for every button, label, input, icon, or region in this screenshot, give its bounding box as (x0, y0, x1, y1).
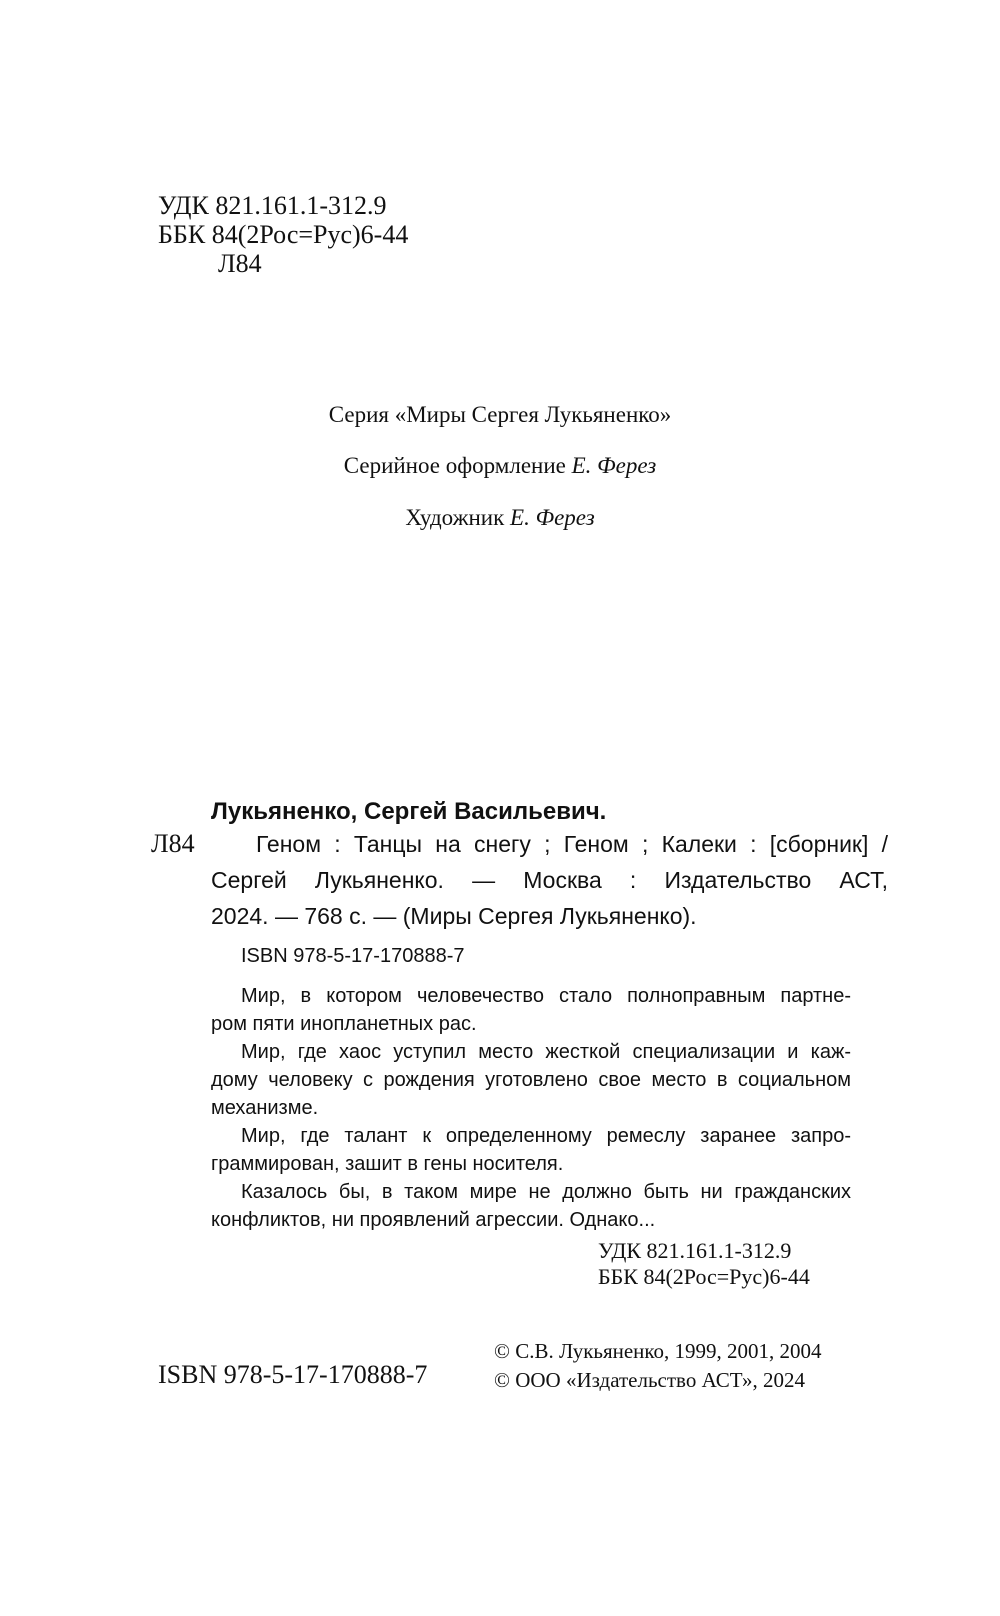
udk-code-bottom: УДК 821.161.1-312.9 (598, 1238, 792, 1263)
bbk-code-top: ББК 84(2Рос=Рус)6-44 (158, 220, 409, 249)
design-credit-prefix: Серийное оформление (343, 453, 566, 478)
copyright-publisher: © ООО «Издательство АСТ», 2024 (494, 1368, 805, 1392)
author-mark-top: Л84 (218, 249, 262, 278)
annotation-line-9: конфликтов, ни проявлений агрессии. Однако... (211, 1209, 656, 1231)
annotation-line-1: Мир, в котором человечество стало полноправным партне- (241, 985, 851, 1007)
annotation-line-4: дому человеку с рождения уготовлено свое место в социальном (211, 1069, 851, 1091)
footer-isbn: ISBN 978-5-17-170888-7 (158, 1360, 428, 1389)
author-heading: Лукьяненко, Сергей Васильевич. (211, 798, 607, 825)
series-line (0, 400, 1000, 430)
series-name: «Миры Сергея Лукьяненко» (394, 402, 672, 427)
annotation-line-3: Мир, где хаос уступил место жесткой специализации и каж- (241, 1041, 851, 1063)
series-prefix: Серия (328, 402, 389, 427)
annotation-line-5: механизме. (211, 1097, 319, 1119)
udk-code-top: УДК 821.161.1-312.9 (158, 191, 387, 220)
artist-credit-name: Е. Ферез (510, 505, 595, 530)
annotation-line-6: Мир, где талант к определенному ремеслу заранее запро- (241, 1125, 851, 1147)
record-description-line-1: Геном : Танцы на снегу ; Геном ; Калеки : [сборник] / (256, 831, 888, 857)
record-description-line-2: Сергей Лукьяненко. — Москва : Издательство АСТ, (211, 867, 888, 893)
design-credit-line (0, 451, 1000, 481)
copyright-author: © С.В. Лукьяненко, 1999, 2001, 2004 (494, 1339, 822, 1363)
artist-credit-line (0, 503, 1000, 533)
bbk-code-bottom: ББК 84(2Рос=Рус)6-44 (598, 1264, 810, 1289)
record-isbn: ISBN 978-5-17-170888-7 (241, 945, 465, 967)
design-credit-name: Е. Ферез (571, 453, 657, 478)
author-mark-record: Л84 (151, 829, 195, 858)
annotation-line-7: граммирован, зашит в гены носителя. (211, 1153, 564, 1175)
annotation-line-8: Казалось бы, в таком мире не должно быть ни гражданских (241, 1181, 851, 1203)
annotation-line-2: ром пяти инопланетных рас. (211, 1013, 477, 1035)
record-description-line-3: 2024. — 768 с. — (Миры Сергея Лукьяненко). (211, 903, 697, 929)
artist-credit-prefix: Художник (405, 505, 505, 530)
